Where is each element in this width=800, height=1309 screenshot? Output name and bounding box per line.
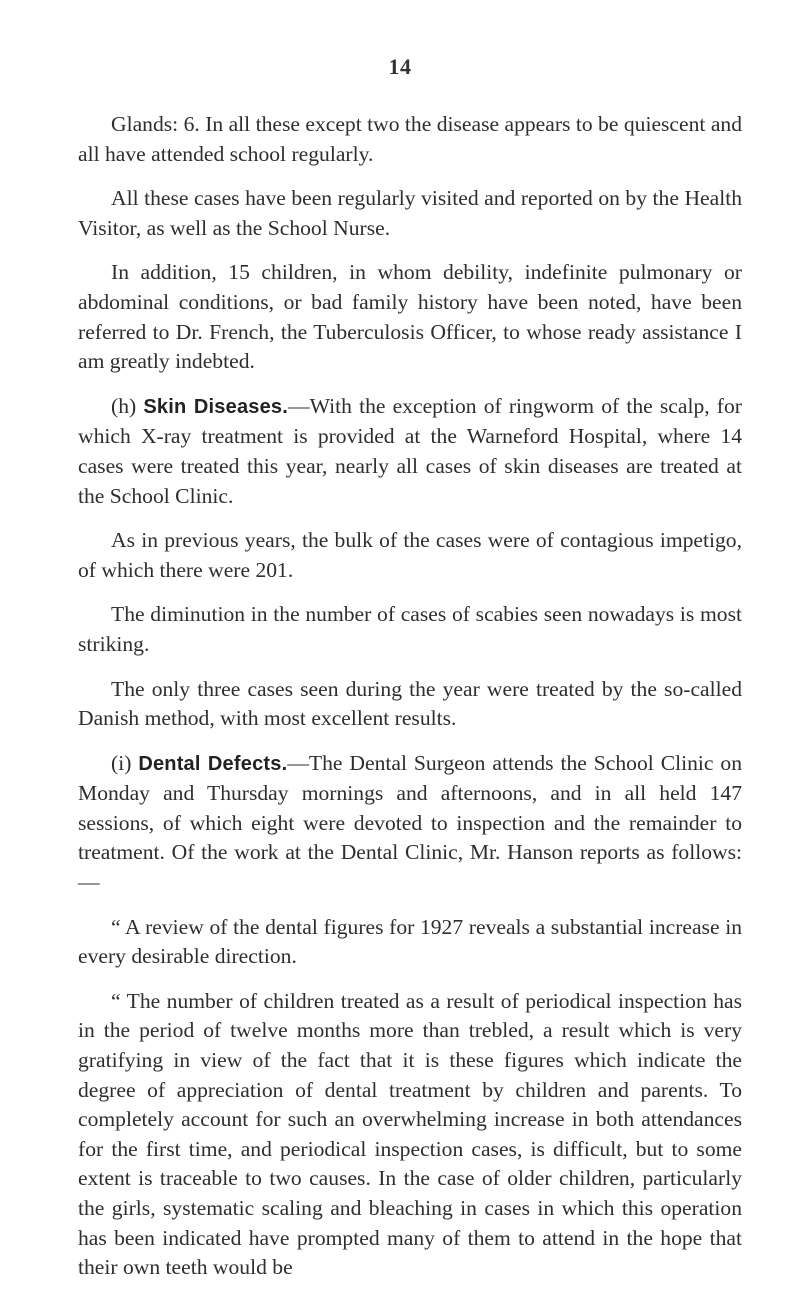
section-heading-dental-defects: Dental Defects. (138, 752, 288, 775)
paragraph-text: As in previous years, the bulk of the cases were of contagious impetigo, of which there were 201. (78, 528, 742, 582)
page-number: 14 (388, 54, 412, 79)
paragraph-health-visitor (78, 184, 742, 243)
paragraph-text: All these cases have been regularly visited and reported on by the Health Visitor, as well as the School Nurse. (78, 186, 742, 240)
paragraph-text: —The Dental Surgeon attends the School Clinic on Monday and Thursday mornings and afternoons, and in all held 147 sessions, of which eight were devoted to inspection and the remainder to treatment. Of the work at the Dental Clinic, Mr. Hanson reports as follows: — (78, 750, 742, 895)
paragraph-impetigo (78, 526, 742, 585)
section-heading-skin-diseases: Skin Diseases. (143, 395, 288, 418)
paragraph-text: In addition, 15 children, in whom debility, indefinite pulmonary or abdominal conditions, or bad family history have been noted, have been referred to Dr. French, the Tuberculosis Officer, to whose ready assistance I am greatly indebted. (78, 260, 742, 374)
paragraph-text: “ The number of children treated as a result of periodical inspection has in the period of twelve months more than trebled, a result which is very gratifying in view of the fact that it is these figures which indicate the degree of appreciation of dental treatment by children and parents. To completely account for such an overwhelming increase in both attendances for the first time, and periodical inspection cases, is difficult, but to some extent is traceable to two causes. In the case of older children, particularly the girls, systematic scaling and bleaching in cases in which this operation has been indicated have prompted many of them to attend in the hope that their own teeth would be (78, 988, 742, 1280)
paragraph-dental-defects (78, 749, 742, 898)
paragraph-tuberculosis-referrals (78, 258, 742, 376)
paragraph-periodical-inspection (78, 987, 742, 1283)
paragraph-text: The only three cases seen during the year were treated by the so-called Danish method, with most excellent results. (78, 676, 742, 731)
body-text (78, 110, 742, 1298)
paragraph-text: —With the exception of ringworm of the scalp, for which X-ray treatment is provided at the Warneford Hospital, where 14 cases were treated this year, nearly all cases of skin diseases are treated at the School Clinic. (78, 393, 742, 508)
paragraph-danish-method (78, 675, 742, 734)
paragraph-text: Glands: 6. In all these except two the disease appears to be quiescent and all have attended school regularly. (78, 112, 742, 166)
paragraph-text: The diminution in the number of cases of scabies seen nowadays is most striking. (78, 602, 742, 656)
paragraph-scabies (78, 600, 742, 659)
paragraph-text: “ A review of the dental figures for 1927 reveals a substantial increase in every desirable direction. (78, 914, 742, 969)
paragraph-skin-diseases (78, 392, 742, 511)
section-letter: (i) (111, 750, 139, 775)
paragraph-dental-review (78, 913, 742, 972)
section-letter: (h) (111, 393, 144, 418)
paragraph-glands (78, 110, 742, 169)
